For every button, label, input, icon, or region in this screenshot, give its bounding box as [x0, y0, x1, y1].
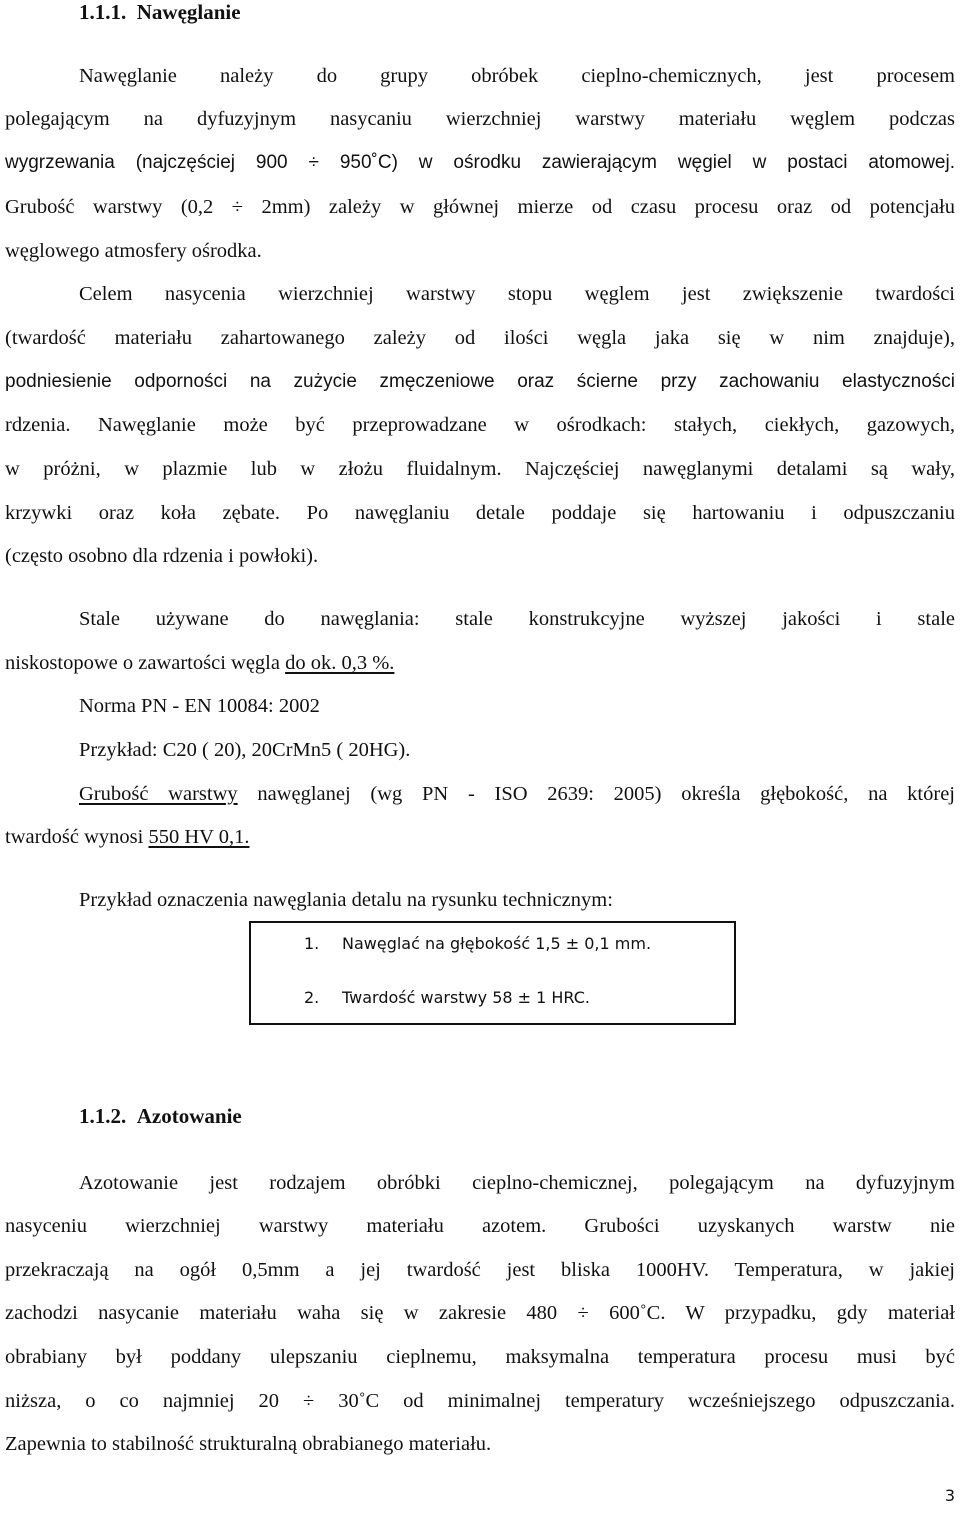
steels-line: Stale używane do nawęglania: stale konstrukcyjne wyższej jakości i stale	[79, 608, 955, 630]
section-number: 1.1.1.	[79, 0, 127, 24]
text-line: podniesienie odporności na zużycie zmęczeniowe oraz ścierne przy zachowaniu elastyczności	[5, 371, 955, 392]
box-item-number: 2.	[304, 988, 320, 1007]
box-item-text: Twardość warstwy 58 ± 1 HRC.	[342, 988, 591, 1007]
text-line: Azotowanie jest rodzajem obróbki cieplno-chemicznej, polegającym na dyfuzyjnym	[79, 1172, 955, 1194]
example-line: Przykład: C20 ( 20), 20CrMn5 ( 20HG).	[79, 739, 411, 761]
hardness-line	[5, 823, 955, 851]
section-heading-azotowanie	[79, 1104, 242, 1129]
steels-carbon-line	[5, 649, 955, 677]
norm-line: Norma PN - EN 10084: 2002	[79, 695, 320, 717]
text-line: obrabiany był poddany ulepszaniu cieplnemu, maksymalna temperatura procesu musi być	[5, 1346, 955, 1368]
thickness-text: nawęglanej (wg PN - ISO 2639: 2005) określa głębokość, na której	[237, 783, 955, 805]
hardness-value: 550 HV 0,1.	[148, 826, 250, 848]
text-line: węglowego atmosfery ośrodka.	[5, 240, 262, 262]
page-number: 3	[944, 1486, 955, 1505]
thickness-term: Grubość warstwy	[79, 783, 238, 805]
drawing-example-line: Przykład oznaczenia nawęglania detalu na rysunku technicznym:	[79, 889, 613, 911]
text-line: krzywki oraz koła zębate. Po nawęglaniu detale poddaje się hartowaniu i odpuszczaniu	[5, 502, 955, 524]
box-item-number: 1.	[304, 934, 320, 953]
text-line: (często osobno dla rdzenia i powłoki).	[5, 545, 319, 567]
section-title: Azotowanie	[136, 1104, 242, 1128]
text-line: nasyceniu wierzchniej warstwy materiału azotem. Grubości uzyskanych warstw nie	[5, 1215, 955, 1237]
box-item-text: Nawęglać na głębokość 1,5 ± 0,1 mm.	[342, 934, 652, 953]
text-line: zachodzi nasycanie materiału waha się w zakresie 480 ÷ 600˚C. W przypadku, gdy materiał	[5, 1302, 955, 1324]
text-line: Celem nasycenia wierzchniej warstwy stopu węglem jest zwiększenie twardości	[79, 283, 955, 305]
text-line: Grubość warstwy (0,2 ÷ 2mm) zależy w głównej mierze od czasu procesu oraz od potencjału	[5, 196, 955, 218]
text-line: rdzenia. Nawęglanie może być przeprowadzane w ośrodkach: stałych, ciekłych, gazowych,	[5, 414, 955, 436]
thickness-line	[79, 780, 955, 808]
text-line: Zapewnia to stabilność strukturalną obrabianego materiału.	[5, 1433, 492, 1455]
section-title: Nawęglanie	[136, 0, 241, 24]
section-heading-nawęglanie	[79, 0, 241, 25]
text-line: (twardość materiału zahartowanego zależy od ilości węgla jaka się w nim znajduje),	[5, 327, 955, 349]
text-line: polegającym na dyfuzyjnym nasycaniu wierzchniej warstwy materiału węglem podczas	[5, 108, 955, 130]
text-line: wygrzewania (najczęściej 900 ÷ 950˚C) w ośrodku zawierającym węgiel w postaci atomowej.	[5, 152, 955, 173]
text-line: niższa, o co najmniej 20 ÷ 30˚C od minimalnej temperatury wcześniejszego odpuszczania.	[5, 1390, 955, 1412]
text-line: przekraczają na ogół 0,5mm a jej twardość jest bliska 1000HV. Temperatura, w jakiej	[5, 1259, 955, 1281]
carbon-limit: do ok. 0,3 %.	[285, 652, 395, 674]
text-line: w próżni, w plazmie lub w złożu fluidalnym. Najczęściej nawęglanymi detalami są wały,	[5, 458, 955, 480]
hardness-text: twardość wynosi	[5, 826, 149, 848]
text-line: Nawęglanie należy do grupy obróbek cieplno-chemicznych, jest procesem	[79, 65, 955, 87]
steels-carbon-text: niskostopowe o zawartości węgla	[5, 652, 286, 674]
drawing-annotation-box	[249, 921, 736, 1025]
section-number: 1.1.2.	[79, 1104, 127, 1128]
